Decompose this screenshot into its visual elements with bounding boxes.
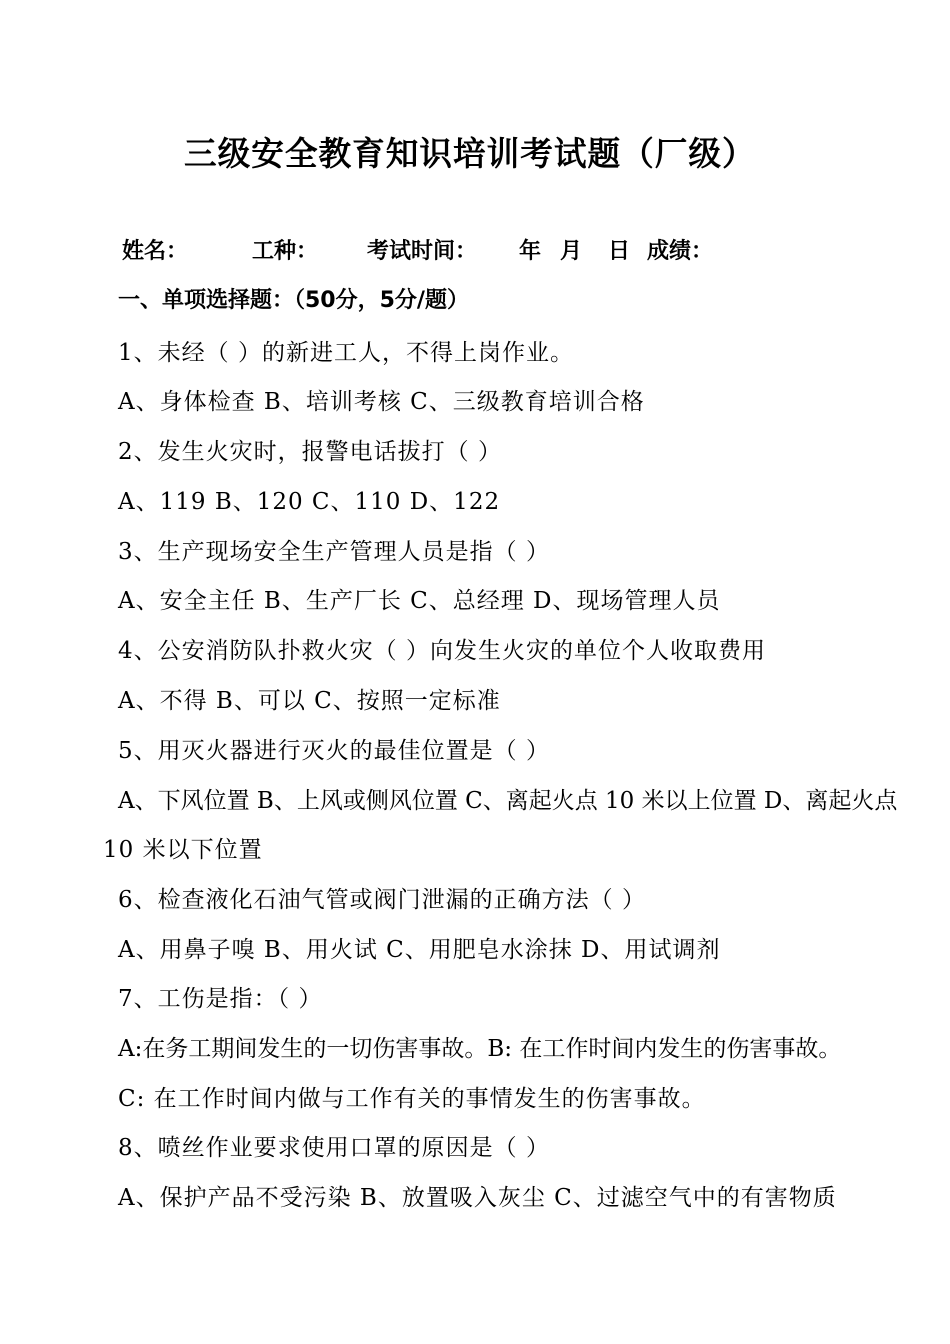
question-5-options-continued: 10 米以下位置	[103, 837, 263, 863]
question-1-options: A、身体检查 B、培训考核 C、三级教育培训合格	[118, 389, 645, 415]
question-1: 1、未经（ ）的新进工人，不得上岗作业。	[118, 340, 574, 366]
exam-time-label: 考试时间：	[367, 239, 478, 264]
question-8: 8、喷丝作业要求使用口罩的原因是（ ）	[118, 1135, 550, 1161]
question-6: 6、检查液化石油气管或阀门泄漏的正确方法（ ）	[118, 887, 646, 913]
section-heading: 一、单项选择题：（50分，5分/题）	[118, 288, 469, 313]
day-label: 日	[608, 239, 631, 264]
month-label: 月	[560, 239, 583, 264]
question-7: 7、工伤是指：（ ）	[118, 986, 323, 1012]
question-5: 5、用灭火器进行灭火的最佳位置是（ ）	[118, 738, 550, 764]
question-3-options: A、安全主任 B、生产厂长 C、总经理 D、现场管理人员	[118, 588, 721, 614]
question-3: 3、生产现场安全生产管理人员是指（ ）	[118, 539, 550, 565]
year-label: 年	[519, 239, 542, 264]
question-6-options: A、用鼻子嗅 B、用火试 C、用肥皂水涂抹 D、用试调剂	[118, 937, 721, 963]
question-4-options: A、不得 B、可以 C、按照一定标准	[118, 688, 501, 714]
question-2: 2、发生火灾时，报警电话拔打（ ）	[118, 439, 502, 465]
page-title: 三级安全教育知识培训考试题（厂级）	[183, 134, 756, 173]
job-label: 工种：	[252, 239, 319, 264]
name-label: 姓名：	[122, 239, 189, 264]
question-7-option-a-b: A:在务工期间发生的一切伤害事故。B: 在工作时间内发生的伤害事故。	[118, 1036, 842, 1062]
question-8-options: A、保护产品不受污染 B、放置吸入灰尘 C、过滤空气中的有害物质	[118, 1185, 837, 1211]
score-label: 成绩：	[647, 239, 714, 264]
question-4: 4、公安消防队扑救火灾（ ）向发生火灾的单位个人收取费用	[118, 638, 766, 664]
question-5-options: A、下风位置 B、上风或侧风位置 C、离起火点 10 米以上位置 D、离起火点	[118, 788, 898, 814]
question-2-options: A、119 B、120 C、110 D、122	[118, 489, 501, 515]
question-7-option-c: C: 在工作时间内做与工作有关的事情发生的伤害事故。	[118, 1086, 706, 1112]
